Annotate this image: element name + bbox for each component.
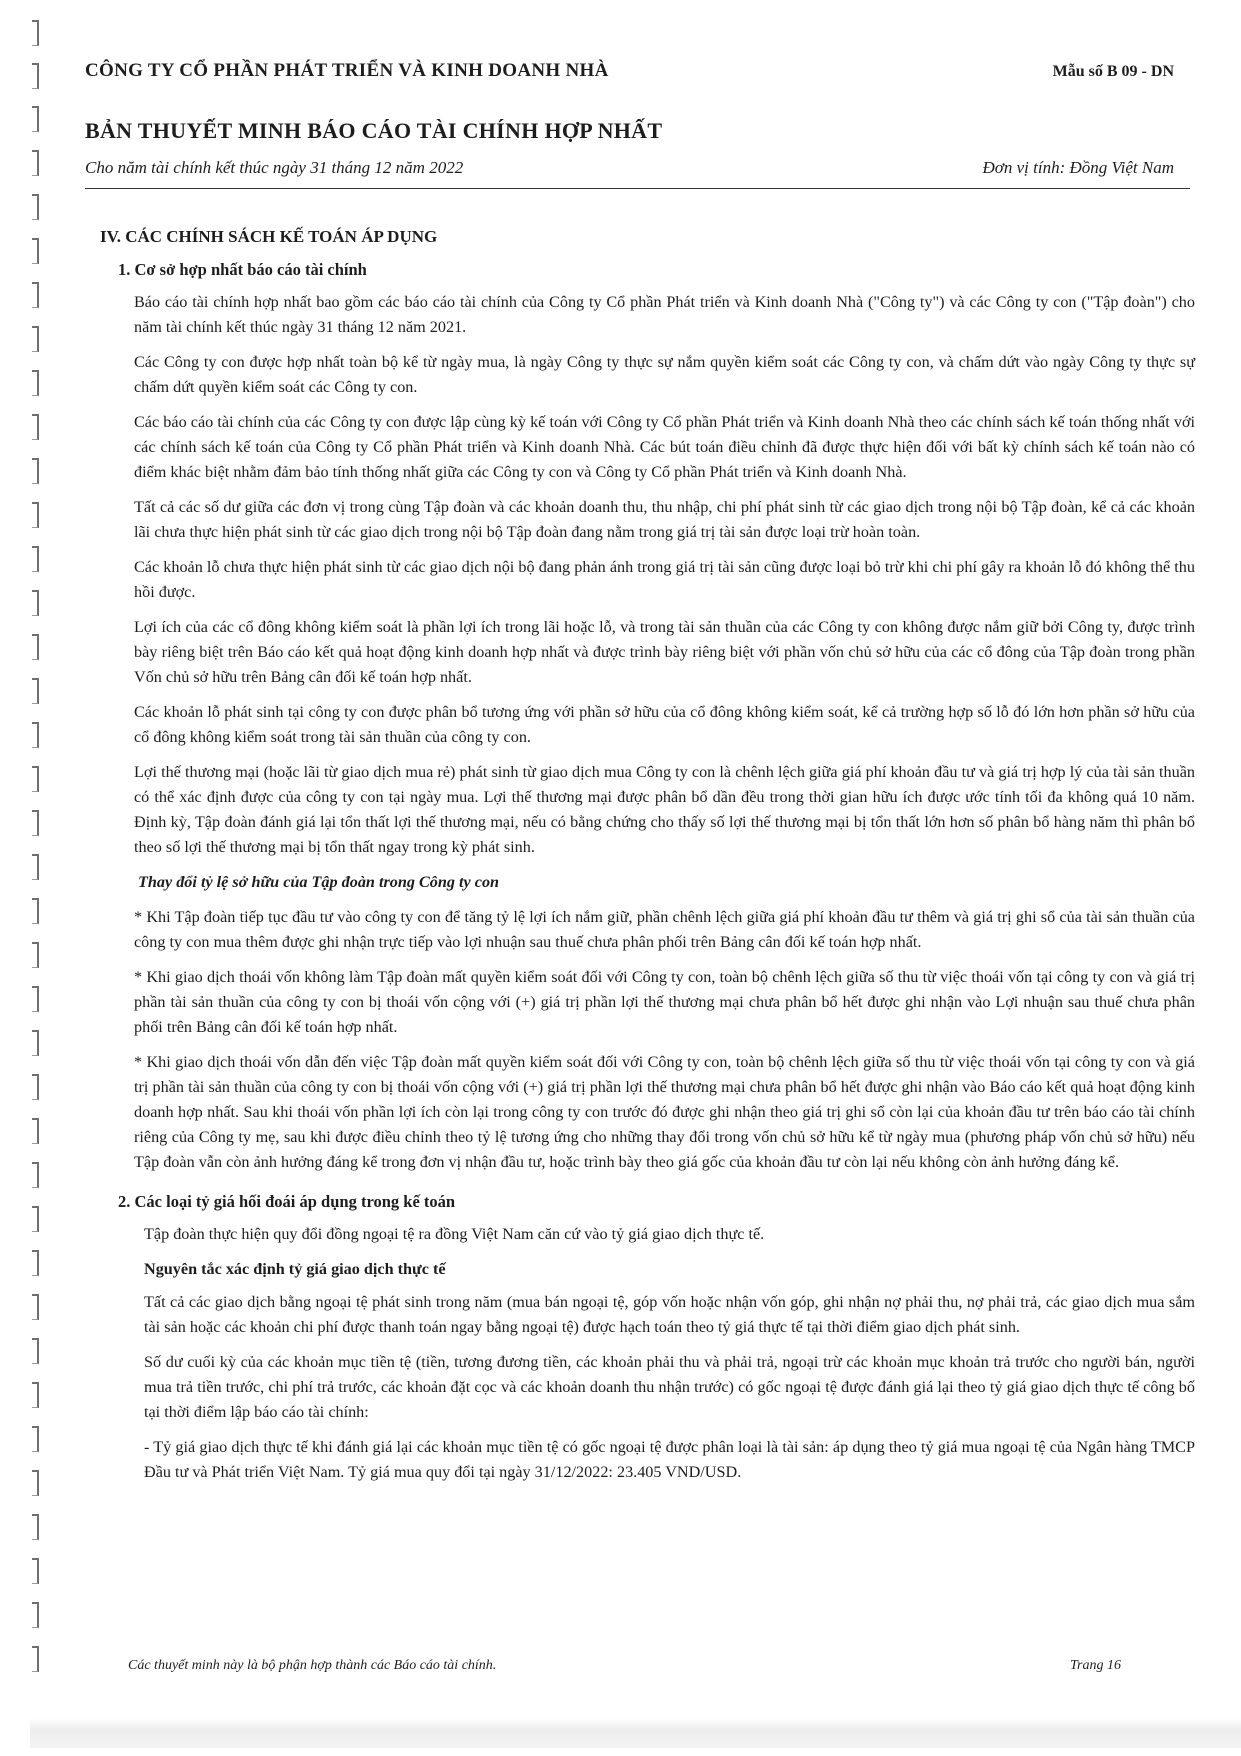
currency-unit: Đơn vị tính: Đồng Việt Nam: [982, 158, 1174, 177]
binding-mark: [32, 502, 39, 528]
binding-mark: [32, 1074, 39, 1100]
binding-mark: [32, 1030, 39, 1056]
document-title: BẢN THUYẾT MINH BÁO CÁO TÀI CHÍNH HỢP NHẤT: [85, 118, 663, 143]
binding-mark: [32, 150, 39, 176]
paragraph: Báo cáo tài chính hợp nhất bao gồm các báo cáo tài chính của Công ty Cổ phần Phát triển và Kinh doanh Nhà ("Công ty") và các Công ty con ("Tập đoàn") cho năm tài chính kết thúc ngày 31 tháng 12 năm 2021.: [134, 293, 1195, 336]
binding-mark: [32, 1162, 39, 1188]
binding-mark: [32, 20, 39, 46]
binding-mark: [32, 810, 39, 836]
binding-mark: [32, 590, 39, 616]
paragraph: Số dư cuối kỳ của các khoản mục tiền tệ (tiền, tương đương tiền, các khoản phải thu và phải trả, ngoại trừ các khoản mục khoản trả trước cho người bán, người mua trả tiền trước, chi phí trả trước, các khoản đặt cọc và các khoản doanh thu nhận trước) có gốc ngoại tệ được đánh giá lại theo tỷ giá giao dịch thực tế công bố tại thời điểm lập báo cáo tài chính:: [144, 1353, 1195, 1421]
page-number: Trang 16: [1070, 1658, 1121, 1673]
binding-mark: [32, 986, 39, 1012]
footer-note: Các thuyết minh này là bộ phận hợp thành các Báo cáo tài chính.: [128, 1658, 497, 1673]
binding-mark: [32, 414, 39, 440]
paragraph: - Tỷ giá giao dịch thực tế khi đánh giá lại các khoản mục tiền tệ có gốc ngoại tệ được phân loại là tài sản: áp dụng theo tỷ giá mua ngoại tệ của Ngân hàng TMCP Đầu tư và Phát triển Việt Nam. Tỷ giá mua quy đổi tại ngày 31/12/2022: 23.405 VND/USD.: [144, 1438, 1195, 1481]
binding-mark: [32, 282, 39, 308]
paragraph: * Khi giao dịch thoái vốn không làm Tập đoàn mất quyền kiểm soát đối với Công ty con, toàn bộ chênh lệch giữa số thu từ việc thoái vốn tại công ty con và giá trị phần tài sản thuần của công ty con bị thoái vốn cộng với (+) giá trị phần lợi thế thương mại chưa phân bổ hết được ghi nhận vào Lợi nhuận sau thuế chưa phân phối trên Bảng cân đối kế toán hợp nhất.: [134, 968, 1195, 1036]
exchange-rate-principle-heading: Nguyên tắc xác định tỷ giá giao dịch thực tế: [144, 1260, 446, 1278]
binding-mark: [32, 634, 39, 660]
binding-mark: [32, 1250, 39, 1276]
paragraph: Tất cả các số dư giữa các đơn vị trong cùng Tập đoàn và các khoản doanh thu, thu nhập, chi phí phát sinh từ các giao dịch trong nội bộ Tập đoàn, kể cả các khoản lãi chưa thực hiện phát sinh từ các giao dịch trong nội bộ Tập đoàn đang nằm trong giá trị tài sản được loại trừ hoàn toàn.: [134, 498, 1195, 541]
binding-mark: [32, 1646, 39, 1672]
binding-mark: [32, 1426, 39, 1452]
document-body: [100, 224, 1195, 1495]
subsection-heading-consolidation: 1. Cơ sở hợp nhất báo cáo tài chính: [118, 260, 367, 279]
company-name: CÔNG TY CỔ PHẦN PHÁT TRIỂN VÀ KINH DOANH NHÀ: [85, 60, 609, 81]
ownership-change-heading: Thay đổi tỷ lệ sở hữu của Tập đoàn trong Công ty con: [138, 873, 500, 891]
binding-mark: [32, 1118, 39, 1144]
paragraph: Tập đoàn thực hiện quy đổi đồng ngoại tệ ra đồng Việt Nam căn cứ vào tỷ giá giao dịch thực tế.: [144, 1225, 765, 1243]
paragraph: * Khi Tập đoàn tiếp tục đầu tư vào công ty con để tăng tỷ lệ lợi ích nắm giữ, phần chênh lệch giữa giá phí khoản đầu tư thêm và giá trị ghi sổ của tài sản thuần của công ty con mua thêm được ghi nhận trực tiếp vào lợi nhuận sau thuế chưa phân phối trên Bảng cân đối kế toán hợp nhất.: [134, 908, 1195, 951]
subsection-heading-exchange-rates: 2. Các loại tỷ giá hối đoái áp dụng trong kế toán: [118, 1192, 456, 1211]
binding-mark: [32, 678, 39, 704]
binding-marks: [26, 20, 46, 1700]
binding-mark: [32, 1382, 39, 1408]
binding-mark: [32, 898, 39, 924]
binding-mark: [32, 1206, 39, 1232]
binding-mark: [32, 238, 39, 264]
paragraph: Lợi ích của các cổ đông không kiểm soát là phần lợi ích trong lãi hoặc lỗ, và trong tài sản thuần của các Công ty con không được nắm giữ bởi Công ty, được trình bày riêng biệt trên Báo cáo kết quả hoạt động kinh doanh hợp nhất và được trình bày riêng biệt với phần vốn chủ sở hữu của các cổ đông của Tập đoàn trong phần Vốn chủ sở hữu trên Bảng cân đối kế toán hợp nhất.: [134, 618, 1195, 686]
reporting-period: Cho năm tài chính kết thúc ngày 31 tháng 12 năm 2022: [85, 158, 464, 177]
paragraph: Tất cả các giao dịch bằng ngoại tệ phát sinh trong năm (mua bán ngoại tệ, góp vốn hoặc nhận vốn góp, ghi nhận nợ phải thu, nợ phải trả, các giao dịch mua sắm tài sản hoặc các khoản chi phí được thanh toán ngay bằng ngoại tệ) được hạch toán theo tỷ giá thực tế tại thời điểm giao dịch phát sinh.: [144, 1293, 1195, 1336]
binding-mark: [32, 942, 39, 968]
paragraph: Các Công ty con được hợp nhất toàn bộ kể từ ngày mua, là ngày Công ty thực sự nắm quyền kiểm soát các Công ty con, và chấm dứt vào ngày Công ty thực sự chấm dứt quyền kiểm soát các Công ty con.: [134, 353, 1195, 396]
binding-mark: [32, 63, 39, 89]
paragraph: Lợi thế thương mại (hoặc lãi từ giao dịch mua rẻ) phát sinh từ giao dịch mua Công ty con là chênh lệch giữa giá phí khoản đầu tư và giá trị hợp lý của tài sản thuần có thể xác định được của công ty con tại ngày mua. Lợi thế thương mại được phân bổ dần đều trong thời gian hữu ích được ước tính tối đa không quá 10 năm. Định kỳ, Tập đoàn đánh giá lại tổn thất lợi thế thương mại, nếu có bằng chứng cho thấy số lợi thế thương mại bị tổn thất lớn hơn số phân bổ hàng năm thì phân bổ theo số lợi thế thương mại bị tổn thất ngay trong kỳ phát sinh.: [134, 763, 1195, 856]
paragraph: Các khoản lỗ chưa thực hiện phát sinh từ các giao dịch nội bộ đang phản ánh trong giá trị tài sản cũng được loại bỏ trừ khi chi phí gây ra khoản lỗ đó không thể thu hồi được.: [134, 558, 1195, 601]
paragraph: * Khi giao dịch thoái vốn dẫn đến việc Tập đoàn mất quyền kiểm soát đối với Công ty con, toàn bộ chênh lệch giữa số thu từ việc thoái vốn tại công ty con và giá trị phần tài sản thuần của công ty con bị thoái vốn cộng với (+) giá trị phần lợi thế thương mại chưa phân bổ hết được ghi nhận vào Báo cáo kết quả hoạt động kinh doanh hợp nhất. Sau khi thoái vốn phần lợi ích còn lại trong công ty con trước đó được ghi nhận theo giá trị ghi sổ còn lại của khoản đầu tư trên báo cáo tài chính riêng của Công ty mẹ, sau khi được điều chỉnh theo tỷ lệ tương ứng cho những thay đổi trong vốn chủ sở hữu kể từ ngày mua (phương pháp vốn chủ sở hữu) nếu Tập đoàn vẫn còn ảnh hưởng đáng kể trong đơn vị nhận đầu tư, hoặc trình bày theo giá gốc của khoản đầu tư còn lại nếu không còn ảnh hưởng đáng kể.: [134, 1053, 1195, 1171]
scan-shadow: [30, 1718, 1241, 1748]
binding-mark: [32, 194, 39, 220]
binding-mark: [32, 1514, 39, 1540]
section-heading: IV. CÁC CHÍNH SÁCH KẾ TOÁN ÁP DỤNG: [100, 227, 438, 246]
binding-mark: [32, 106, 39, 132]
binding-mark: [32, 1470, 39, 1496]
binding-mark: [32, 370, 39, 396]
binding-mark: [32, 854, 39, 880]
binding-mark: [32, 546, 39, 572]
binding-mark: [32, 1294, 39, 1320]
form-code: Mẫu số B 09 - DN: [1052, 63, 1174, 80]
binding-mark: [32, 1558, 39, 1584]
header-divider: [85, 188, 1190, 189]
binding-mark: [32, 326, 39, 352]
binding-mark: [32, 1338, 39, 1364]
binding-mark: [32, 722, 39, 748]
paragraph: Các khoản lỗ phát sinh tại công ty con được phân bổ tương ứng với phần sở hữu của cổ đông không kiểm soát, kể cả trường hợp số lỗ đó lớn hơn phần sở hữu của cổ đông không kiểm soát trong tài sản thuần của công ty con.: [134, 703, 1195, 746]
binding-mark: [32, 458, 39, 484]
binding-mark: [32, 766, 39, 792]
binding-mark: [32, 1602, 39, 1628]
paragraph: Các báo cáo tài chính của các Công ty con được lập cùng kỳ kế toán với Công ty Cổ phần Phát triển và Kinh doanh Nhà theo các chính sách kế toán thống nhất với các chính sách kế toán của Công ty Cổ phần Phát triển và Kinh doanh Nhà. Các bút toán điều chỉnh đã được thực hiện đối với bất kỳ chính sách kế toán nào có điểm khác biệt nhằm đảm bảo tính thống nhất giữa các Công ty con và Công ty Cổ phần Phát triển và Kinh doanh Nhà.: [134, 413, 1195, 481]
